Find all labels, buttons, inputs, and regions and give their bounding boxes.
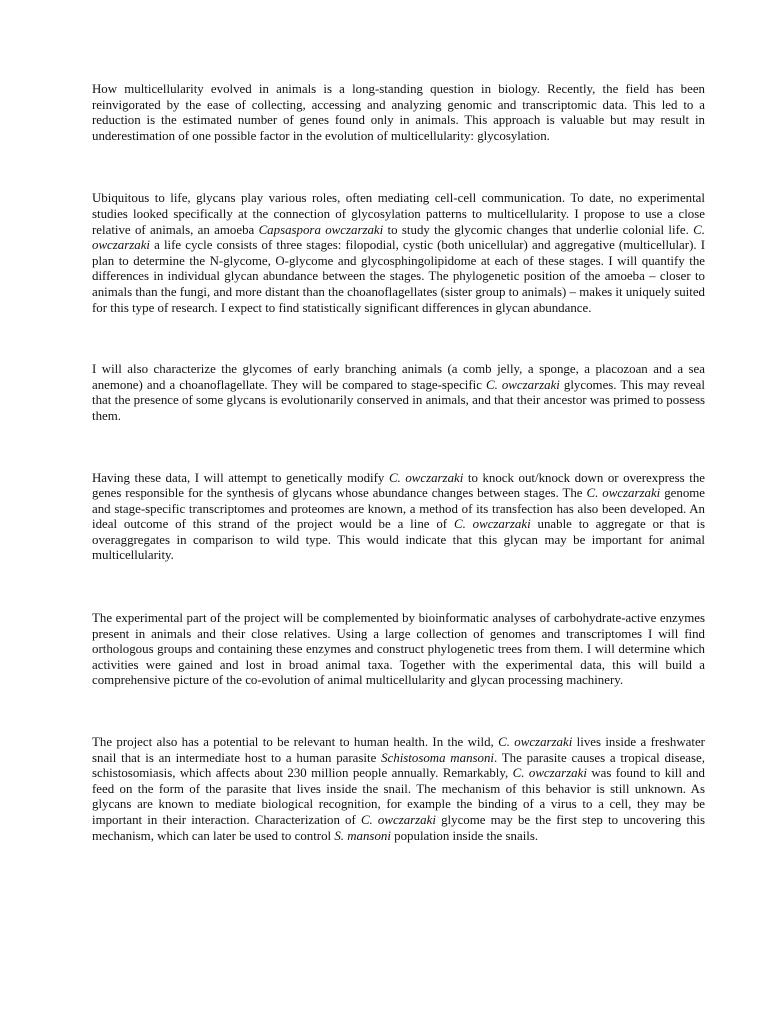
- text-segment: How multicellularity evolved in animals is a long-standing question in biology. Recently, the field has been reinvigorated by the ease of collecting, accessing and analyzing genomic and transcriptomic data. This led to a reduction is the estimated number of genes found only in animals. This approach is valuable but may result in underestimation of one possible factor in the evolution of multicellularity: glycosylation.: [92, 82, 705, 143]
- species-name: C. owczarzaki: [498, 735, 573, 750]
- text-segment: Ubiquitous to life, glycans play various roles, often mediating cell-cell communication. To date, no experimental studies looked specifically at the connection of glycosylation patterns to multicellularity. I propose to use a close relative of animals, an amoeba: [92, 191, 705, 237]
- text-segment: to knock out/knock down or overexpress the genes responsible for the synthesis of glycans whose abundance changes between stages. The: [92, 470, 705, 501]
- species-name: C. owczarzaki: [360, 813, 436, 827]
- paragraph-bioinformatic-analyses: [92, 611, 705, 689]
- species-name: C. owczarzaki: [453, 517, 531, 532]
- paragraph-human-health: [92, 735, 705, 844]
- species-name: Capsaspora owczarzaki: [258, 222, 384, 237]
- species-name: C. owczarzaki: [92, 222, 705, 253]
- text-segment: The experimental part of the project will be complemented by bioinformatic analyses of carbohydrate-active enzymes present in animals and their close relatives. Using a large collection of genomes and transcriptomes I will find orthologous groups and containing these enzymes and construct phylogenetic trees from them. I will determine which activities were gained and lost in broad animal taxa. Together with the experimental data, this will build a comprehensive picture of the co-evolution of animal multicellularity and glycan processing machinery.: [92, 611, 705, 688]
- species-name: C. owczarzaki: [586, 486, 661, 501]
- text-segment: The project also has a potential to be relevant to human health. In the wild,: [92, 735, 499, 750]
- species-name: Schistosoma mansoni: [381, 750, 495, 765]
- text-segment: a life cycle consists of three stages: filopodial, cystic (both unicellular) and aggregative (multicellular). I plan to determine the N-glycome, O-glycome and glycosphingolipidome at each of these stages. I will quantify the differences in individual glycan abundance between the stages. The phylogenetic position of the amoeba – closer to animals than the fungi, and more distant than the choanoflagellates (sister group to animals) – makes it uniquely suited for this type of research. I expect to find statistically significant differences in glycan abundance.: [92, 238, 705, 315]
- paragraph-early-branching-animals: [92, 362, 705, 424]
- text-segment: population inside the snails.: [390, 828, 539, 843]
- text-segment: genome and stage-specific transcriptomes and proteomes are known, a method of its transfection has also been developed. An ideal outcome of this strand of the project would be a line of: [92, 486, 706, 532]
- text-segment: I will also characterize the glycomes of early branching animals (a comb jelly, a sponge, a placozoan and a sea anemone) and a choanoflagellate. They will be compared to stage-specific: [92, 362, 705, 392]
- text-segment: . The parasite causes a tropical disease, schistosomiasis, which affects about 230 million people annually. Remarkably,: [92, 750, 705, 781]
- text-segment: Having these data, I will attempt to genetically modify: [92, 470, 389, 485]
- paragraph-genetic-modification: [92, 471, 705, 565]
- text-segment: to study the glycomic changes that underlie colonial life.: [383, 222, 694, 237]
- text-segment: lives inside a freshwater snail that is an intermediate host to a human parasite: [92, 735, 705, 765]
- document-page: [92, 82, 705, 844]
- text-segment: was found to kill and feed on the form of the parasite that lives inside the snail. The mechanism of this behavior is still unknown. As glycans are known to mediate biological recognition, for example the binding of a virus to a cell, they may be important in their interaction. Characterization of: [92, 766, 705, 827]
- paragraph-glycans-capsaspora: [92, 191, 705, 316]
- text-segment: glycome may be the first step to uncovering this mechanism, which can later be used to control: [92, 813, 705, 843]
- paragraph-multicellularity-question: [92, 82, 705, 144]
- species-name: S. mansoni: [334, 828, 391, 843]
- species-name: C. owczarzaki: [486, 377, 560, 392]
- species-name: C. owczarzaki: [388, 470, 464, 485]
- text-segment: glycomes. This may reveal that the presence of some glycans is evolutionarily conserved in animals, and that their ancestor was primed to possess them.: [92, 377, 705, 423]
- species-name: C. owczarzaki: [512, 766, 587, 781]
- text-segment: unable to aggregate or that is overaggregates in comparison to wild type. This would indicate that this glycan may be important for animal multicellularity.: [92, 517, 705, 563]
